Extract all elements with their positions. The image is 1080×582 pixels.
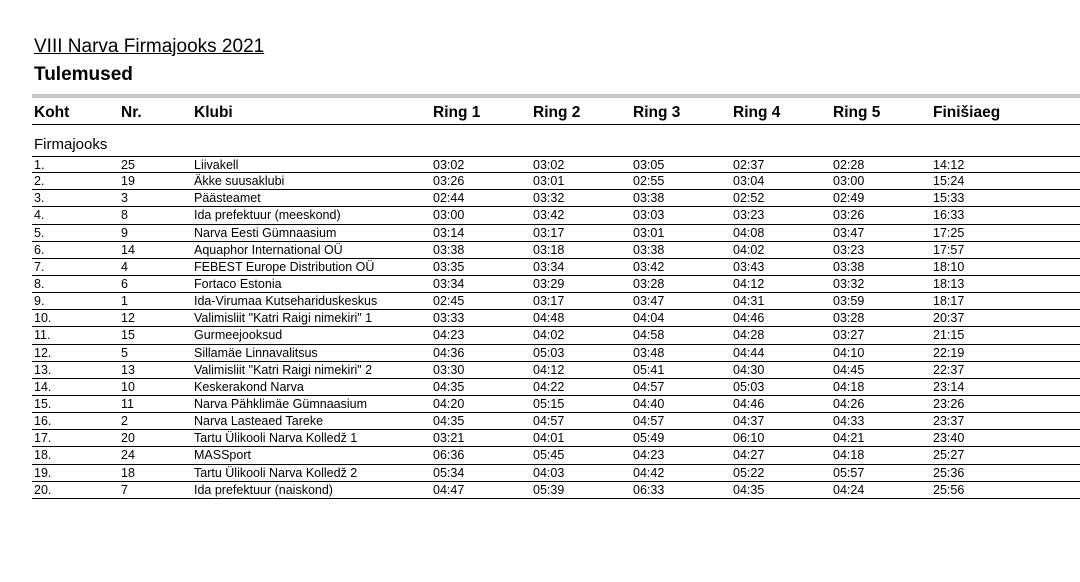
cell-finisiaeg: 23:40: [933, 431, 965, 446]
cell-ring-4: 04:12: [733, 276, 765, 291]
cell-ring-2: 05:45: [533, 448, 565, 463]
results-table: [32, 156, 1080, 499]
cell-koht: 18.: [34, 448, 52, 463]
cell-finisiaeg: 25:27: [933, 448, 965, 463]
cell-ring-3: 05:49: [633, 431, 665, 446]
cell-ring-4: 04:08: [733, 225, 765, 240]
cell-ring-2: 03:32: [533, 191, 565, 206]
cell-klubi: Narva Eesti Gümnaasium: [194, 225, 337, 240]
cell-ring-3: 04:04: [633, 311, 665, 326]
cell-klubi: Gurmeejooksud: [194, 328, 283, 343]
cell-ring-4: 03:04: [733, 174, 765, 189]
cell-ring-1: 03:35: [433, 259, 465, 274]
cell-ring-3: 03:01: [633, 225, 665, 240]
cell-ring-4: 05:22: [733, 465, 765, 480]
cell-ring-5: 03:26: [833, 208, 865, 223]
cell-ring-2: 04:22: [533, 379, 565, 394]
cell-ring-5: 04:24: [833, 482, 865, 497]
cell-ring-1: 04:36: [433, 345, 465, 360]
cell-klubi: Sillamäe Linnavalitsus: [194, 345, 318, 360]
cell-klubi: Äkke suusaklubi: [194, 174, 285, 189]
header-ring-1: Ring 1: [433, 104, 481, 121]
cell-koht: 13.: [34, 362, 52, 377]
cell-ring-3: 06:33: [633, 482, 665, 497]
cell-nr: 4: [121, 259, 128, 274]
cell-ring-4: 04:35: [733, 482, 765, 497]
cell-ring-5: 03:23: [833, 242, 865, 257]
cell-ring-3: 04:58: [633, 328, 665, 343]
cell-koht: 20.: [34, 482, 52, 497]
header-ring-5: Ring 5: [833, 104, 881, 121]
cell-ring-1: 02:44: [433, 191, 465, 206]
cell-ring-5: 02:49: [833, 191, 865, 206]
cell-klubi: Aquaphor International OÜ: [194, 242, 343, 257]
cell-ring-4: 03:43: [733, 259, 765, 274]
header-divider: [32, 124, 1080, 125]
table-row: [32, 293, 1080, 310]
header-ring-4: Ring 4: [733, 104, 781, 121]
table-header: [0, 103, 1080, 123]
cell-klubi: Fortaco Estonia: [194, 276, 282, 291]
cell-ring-2: 04:03: [533, 465, 565, 480]
cell-klubi: Päästeamet: [194, 191, 261, 206]
cell-ring-1: 03:00: [433, 208, 465, 223]
cell-koht: 4.: [34, 208, 45, 223]
table-row: [32, 396, 1080, 413]
cell-ring-1: 03:38: [433, 242, 465, 257]
cell-ring-4: 05:03: [733, 379, 765, 394]
cell-klubi: Liivakell: [194, 158, 239, 172]
cell-ring-4: 04:02: [733, 242, 765, 257]
cell-ring-5: 03:28: [833, 311, 865, 326]
table-row: [32, 190, 1080, 207]
cell-ring-5: 04:18: [833, 448, 865, 463]
table-row: [32, 379, 1080, 396]
cell-finisiaeg: 23:14: [933, 379, 965, 394]
cell-ring-2: 04:02: [533, 328, 565, 343]
cell-nr: 19: [121, 174, 135, 189]
cell-koht: 15.: [34, 396, 52, 411]
cell-finisiaeg: 23:37: [933, 414, 965, 429]
cell-ring-2: 03:29: [533, 276, 565, 291]
cell-finisiaeg: 15:33: [933, 191, 965, 206]
cell-ring-1: 04:23: [433, 328, 465, 343]
cell-finisiaeg: 15:24: [933, 174, 965, 189]
cell-ring-3: 02:55: [633, 174, 665, 189]
cell-koht: 6.: [34, 242, 45, 257]
cell-ring-5: 05:57: [833, 465, 865, 480]
table-row: [32, 327, 1080, 344]
cell-ring-2: 04:48: [533, 311, 565, 326]
cell-ring-4: 04:44: [733, 345, 765, 360]
cell-ring-1: 02:45: [433, 294, 465, 309]
cell-koht: 8.: [34, 276, 45, 291]
cell-ring-5: 03:27: [833, 328, 865, 343]
header-finisiaeg: Finišiaeg: [933, 104, 1001, 121]
cell-ring-3: 05:41: [633, 362, 665, 377]
cell-ring-5: 04:18: [833, 379, 865, 394]
cell-ring-2: 03:42: [533, 208, 565, 223]
cell-ring-4: 03:23: [733, 208, 765, 223]
cell-ring-1: 03:26: [433, 174, 465, 189]
cell-ring-1: 04:47: [433, 482, 465, 497]
cell-finisiaeg: 22:19: [933, 345, 965, 360]
cell-ring-3: 03:38: [633, 242, 665, 257]
cell-ring-1: 04:35: [433, 379, 465, 394]
cell-nr: 12: [121, 311, 135, 326]
cell-ring-1: 03:02: [433, 158, 465, 172]
cell-klubi: Ida-Virumaa Kutsehariduskeskus: [194, 294, 378, 309]
cell-finisiaeg: 17:57: [933, 242, 965, 257]
cell-ring-4: 04:37: [733, 414, 765, 429]
header-ring-2: Ring 2: [533, 104, 581, 121]
cell-koht: 12.: [34, 345, 52, 360]
cell-nr: 1: [121, 294, 128, 309]
cell-koht: 9.: [34, 294, 45, 309]
cell-ring-1: 03:33: [433, 311, 465, 326]
cell-ring-3: 04:23: [633, 448, 665, 463]
cell-ring-3: 03:28: [633, 276, 665, 291]
cell-ring-5: 03:32: [833, 276, 865, 291]
cell-ring-4: 04:27: [733, 448, 765, 463]
cell-ring-3: 04:40: [633, 396, 665, 411]
cell-ring-3: 03:47: [633, 294, 665, 309]
cell-finisiaeg: 23:26: [933, 396, 965, 411]
section-title: Firmajooks: [34, 136, 108, 153]
cell-ring-2: 05:39: [533, 482, 565, 497]
cell-ring-4: 02:37: [733, 158, 765, 172]
cell-klubi: Tartu Ülikooli Narva Kolledž 1: [194, 431, 358, 446]
cell-nr: 5: [121, 345, 128, 360]
cell-ring-5: 03:59: [833, 294, 865, 309]
cell-ring-4: 02:52: [733, 191, 765, 206]
header-klubi: Klubi: [194, 104, 233, 121]
cell-ring-2: 04:57: [533, 414, 565, 429]
table-row: [32, 173, 1080, 190]
cell-nr: 25: [121, 158, 135, 172]
cell-klubi: Valimisliit "Katri Raigi nimekiri" 1: [194, 311, 373, 326]
cell-nr: 11: [121, 396, 134, 411]
cell-koht: 17.: [34, 431, 52, 446]
cell-ring-1: 03:30: [433, 362, 465, 377]
cell-nr: 8: [121, 208, 128, 223]
cell-ring-2: 03:17: [533, 225, 565, 240]
cell-ring-2: 04:12: [533, 362, 565, 377]
cell-ring-5: 03:38: [833, 259, 865, 274]
cell-finisiaeg: 18:13: [933, 276, 965, 291]
cell-ring-5: 04:33: [833, 414, 865, 429]
cell-ring-4: 04:46: [733, 311, 765, 326]
cell-finisiaeg: 18:10: [933, 259, 965, 274]
table-row: [32, 207, 1080, 224]
cell-ring-3: 03:03: [633, 208, 665, 223]
cell-ring-5: 02:28: [833, 158, 865, 172]
cell-ring-5: 04:26: [833, 396, 865, 411]
cell-ring-1: 03:14: [433, 225, 465, 240]
cell-klubi: Narva Pähklimäe Gümnaasium: [194, 396, 367, 411]
cell-koht: 7.: [34, 259, 45, 274]
cell-nr: 15: [121, 328, 135, 343]
cell-ring-3: 04:57: [633, 379, 665, 394]
cell-ring-1: 05:34: [433, 465, 465, 480]
header-koht: Koht: [34, 104, 70, 121]
cell-nr: 13: [121, 362, 135, 377]
cell-ring-5: 03:00: [833, 174, 865, 189]
cell-ring-1: 04:20: [433, 396, 465, 411]
table-row: [32, 310, 1080, 327]
cell-finisiaeg: 17:25: [933, 225, 965, 240]
header-ring-3: Ring 3: [633, 104, 681, 121]
cell-klubi: FEBEST Europe Distribution OÜ: [194, 259, 375, 274]
table-row: [32, 276, 1080, 293]
cell-ring-1: 03:34: [433, 276, 465, 291]
table-row: [32, 345, 1080, 362]
cell-ring-3: 04:42: [633, 465, 665, 480]
cell-ring-2: 03:02: [533, 158, 565, 172]
cell-ring-4: 04:46: [733, 396, 765, 411]
page-title: VIII Narva Firmajooks 2021: [34, 36, 265, 57]
cell-ring-5: 04:21: [833, 431, 865, 446]
title-divider: [32, 94, 1080, 98]
cell-ring-4: 04:30: [733, 362, 765, 377]
cell-koht: 5.: [34, 225, 45, 240]
cell-ring-3: 03:42: [633, 259, 665, 274]
table-row: [32, 242, 1080, 259]
table-row: [32, 482, 1080, 499]
cell-klubi: Keskerakond Narva: [194, 379, 304, 394]
cell-nr: 18: [121, 465, 135, 480]
cell-nr: 7: [121, 482, 128, 497]
cell-ring-3: 03:05: [633, 158, 665, 172]
cell-nr: 20: [121, 431, 135, 446]
cell-ring-1: 06:36: [433, 448, 465, 463]
cell-koht: 14.: [34, 379, 52, 394]
cell-finisiaeg: 21:15: [933, 328, 965, 343]
cell-nr: 3: [121, 191, 128, 206]
cell-koht: 2.: [34, 174, 45, 189]
cell-koht: 19.: [34, 465, 52, 480]
cell-ring-5: 04:45: [833, 362, 865, 377]
cell-nr: 2: [121, 414, 128, 429]
cell-ring-3: 04:57: [633, 414, 665, 429]
table-row: [32, 362, 1080, 379]
table-row: [32, 156, 1080, 173]
table-row: [32, 413, 1080, 430]
cell-finisiaeg: 25:36: [933, 465, 965, 480]
cell-finisiaeg: 20:37: [933, 311, 965, 326]
cell-ring-2: 05:15: [533, 396, 565, 411]
page-subtitle: Tulemused: [34, 64, 133, 85]
cell-koht: 3.: [34, 191, 45, 206]
cell-koht: 16.: [34, 414, 52, 429]
cell-klubi: Ida prefektuur (meeskond): [194, 208, 341, 223]
cell-nr: 24: [121, 448, 135, 463]
cell-ring-3: 03:48: [633, 345, 665, 360]
cell-ring-5: 04:10: [833, 345, 865, 360]
cell-ring-2: 05:03: [533, 345, 565, 360]
header-nr: Nr.: [121, 104, 142, 121]
cell-koht: 1.: [34, 158, 45, 172]
cell-ring-1: 03:21: [433, 431, 465, 446]
cell-ring-4: 06:10: [733, 431, 765, 446]
cell-finisiaeg: 14:12: [933, 158, 965, 172]
cell-finisiaeg: 16:33: [933, 208, 965, 223]
cell-koht: 10.: [34, 311, 52, 326]
cell-nr: 9: [121, 225, 128, 240]
cell-ring-4: 04:28: [733, 328, 765, 343]
cell-klubi: Valimisliit "Katri Raigi nimekiri" 2: [194, 362, 373, 377]
table-row: [32, 225, 1080, 242]
cell-klubi: Tartu Ülikooli Narva Kolledž 2: [194, 465, 358, 480]
table-row: [32, 430, 1080, 447]
cell-klubi: Ida prefektuur (naiskond): [194, 482, 333, 497]
cell-koht: 11.: [34, 328, 51, 343]
cell-ring-1: 04:35: [433, 414, 465, 429]
cell-ring-2: 03:34: [533, 259, 565, 274]
cell-ring-5: 03:47: [833, 225, 865, 240]
cell-finisiaeg: 22:37: [933, 362, 965, 377]
cell-ring-2: 03:18: [533, 242, 565, 257]
cell-ring-2: 04:01: [533, 431, 565, 446]
cell-ring-3: 03:38: [633, 191, 665, 206]
table-row: [32, 259, 1080, 276]
cell-finisiaeg: 25:56: [933, 482, 965, 497]
cell-nr: 14: [121, 242, 135, 257]
table-row: [32, 447, 1080, 464]
cell-nr: 6: [121, 276, 128, 291]
cell-finisiaeg: 18:17: [933, 294, 965, 309]
cell-klubi: MASSport: [194, 448, 251, 463]
cell-nr: 10: [121, 379, 135, 394]
cell-ring-2: 03:01: [533, 174, 565, 189]
cell-ring-2: 03:17: [533, 294, 565, 309]
cell-klubi: Narva Lasteaed Tareke: [194, 414, 324, 429]
table-row: [32, 465, 1080, 482]
cell-ring-4: 04:31: [733, 294, 765, 309]
